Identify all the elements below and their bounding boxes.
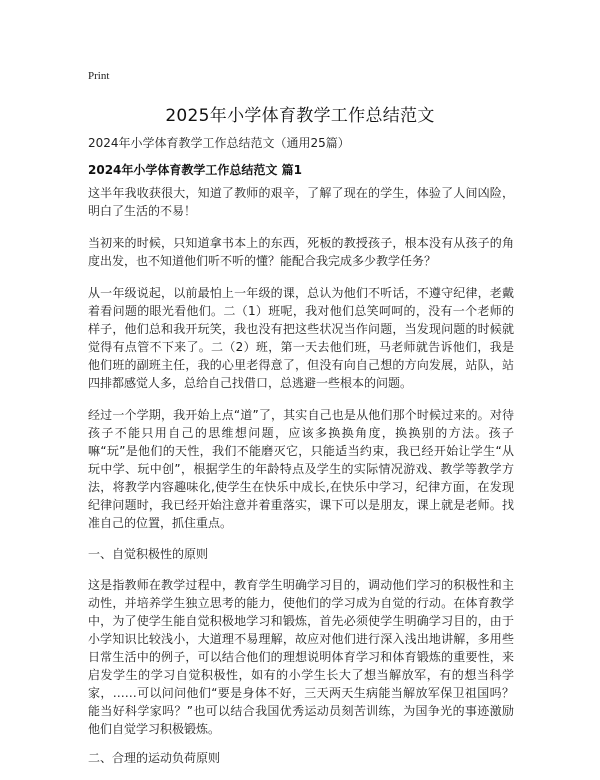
document-title: 2025年小学体育教学工作总结范文 bbox=[165, 106, 435, 126]
subheading-principle-1: 一、自觉积极性的原则 bbox=[88, 547, 209, 561]
paragraph-1: 这半年我收获很大，知道了教师的艰辛，了解了现在的学生，体验了人间凶险，明白了生活的不易！ bbox=[88, 186, 514, 218]
paragraph-5: 这是指教师在教学过程中，教育学生明确学习目的，调动他们学习的积极性和主动性，并培养学生独立思考的能力，使他们的学习成为自觉的行动。在体育教学中，为了使学生能自觉积极地学习和锻炼，首先必须使学生明确学习目的，由于小学知识比较浅小，大道理不易理解，故应对他们进行深入浅出地讲解，多用些日常生活中的例子，可以结合他们的理想说明体育学习和体育锻炼的重要性，来启发学生的学习自觉积极性，如有的小学生长大了想当解放军，有的想当科学家，……可以问问他们“要是身体不好，三天两天生病能当解放军保卫祖国吗？能当好科学家吗？”也可以结合我国优秀运动员刻苦训练，为国争光的事迹激励他们自觉学习积极锻炼。 bbox=[88, 578, 514, 736]
subheading-principle-2: 二、合理的运动负荷原则 bbox=[88, 751, 221, 765]
paragraph-4: 经过一个学期，我开始上点“道”了，其实自己也是从他们那个时候过来的。对待孩子不能只用自己的思维想问题，应该多换换角度，换换别的方法。孩子嘛“玩”是他们的天性，我们不能磨灭它，只能适当约束，我已经开始让学生“从玩中学、玩中创”，根据学生的年龄特点及学生的实际情况游戏、教学等教学方法，将教学内容趣味化,使学生在快乐中成长,在快乐中学习，纪律方面，在发现纪律问题时，我已经开始注意并着重落实，课下可以是朋友，课上就是老师。找准自己的位置，抓住重点。 bbox=[88, 408, 514, 530]
section-heading: 2024年小学体育教学工作总结范文 篇1 bbox=[88, 163, 302, 177]
print-label[interactable]: Print bbox=[88, 70, 110, 82]
document-subtitle: 2024年小学体育教学工作总结范文（通用25篇） bbox=[88, 136, 350, 150]
paragraph-3: 从一年级说起，以前最怕上一年级的课，总认为他们不听话，不遵守纪律，老戴着看问题的眼光看他们。二（1）班呢，我对他们总笑呵呵的，没有一个老师的样子，他们总和我开玩笑，我也没有把这些状况当作问题，当发现问题的时候就觉得有点管不下来了。二（2）班，第一天去他们班，马老师就告诉他们，我是他们班的副班主任，我的心里老得意了，但没有向自己想的方向发展，站队，站四排都感觉人多，总给自己找借口，总逃避一些根本的问题。 bbox=[88, 286, 514, 390]
document-body bbox=[88, 184, 514, 780]
paragraph-2: 当初来的时候，只知道拿书本上的东西，死板的教授孩子，根本没有从孩子的角度出发，也不知道他们听不听的懂？能配合我完成多少教学任务？ bbox=[88, 236, 514, 268]
